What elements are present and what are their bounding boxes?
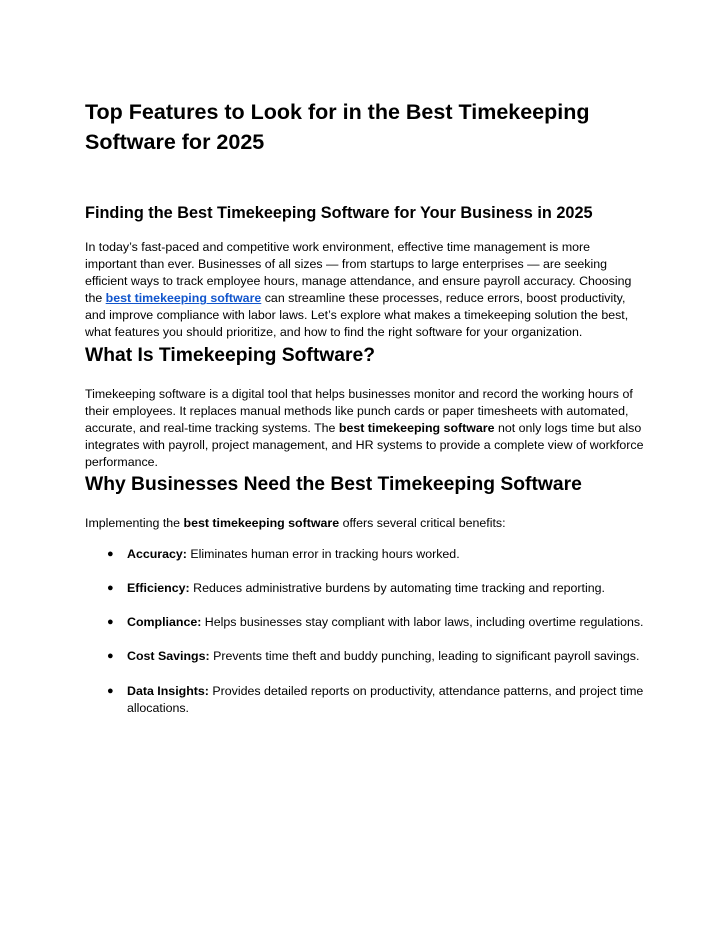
bullet-icon: ● (107, 684, 114, 697)
document-content (85, 97, 645, 734)
benefit-item-accuracy (85, 546, 645, 563)
benefit-item-compliance (85, 614, 645, 631)
benefit-label: Compliance: (127, 615, 202, 630)
benefit-text: Helps businesses stay compliant with labor laws, including overtime regulations. (201, 615, 644, 630)
bullet-icon: ● (107, 650, 114, 663)
what-is-bold-phrase: best timekeeping software (338, 420, 495, 435)
why-lead-end: offers several critical benefits: (339, 516, 506, 531)
benefit-text: Reduces administrative burdens by automating time tracking and reporting. (189, 581, 605, 596)
intro-text-end: can streamline these processes, reduce errors, boost productivity, and improve compliance with labor laws. Let’s explore what makes a timekeeping solution the best, what features you should prioritize, and how to find the right software for your organization. (85, 291, 629, 340)
why-lead-bold-phrase: best timekeeping software (183, 516, 340, 531)
best-timekeeping-software-link[interactable]: best timekeeping software (105, 291, 262, 306)
benefit-text: Provides detailed reports on productivity, attendance patterns, and project time allocations. (127, 683, 644, 715)
what-is-text-start: Timekeeping software is a digital tool that helps businesses monitor and record the working hours of their employees. It replaces manual methods like punch cards or paper timesheets with automated, accurate, and real-time tracking systems. The (85, 386, 633, 435)
benefit-text: Eliminates human error in tracking hours worked. (186, 547, 460, 562)
document-title: Top Features to Look for in the Best Timekeeping Software for 2025 (85, 100, 590, 154)
benefit-label: Data Insights: (127, 683, 209, 698)
benefit-label: Cost Savings: (127, 649, 210, 664)
benefit-item-cost-savings (85, 648, 645, 665)
bullet-icon: ● (107, 548, 114, 561)
benefit-item-data-insights (85, 683, 645, 717)
intro-text-start: In today’s fast-paced and competitive work environment, effective time management is more important than ever. Businesses of all sizes — from startups to large enterprises — are seeking efficient ways to track employee hours, manage attendance, and ensure payroll accuracy. Choosing the (85, 240, 632, 306)
benefits-list (85, 546, 645, 717)
benefit-label: Efficiency: (127, 581, 190, 596)
benefit-item-efficiency (85, 580, 645, 597)
bullet-icon: ● (107, 616, 114, 629)
benefit-text: Prevents time theft and buddy punching, leading to significant payroll savings. (209, 649, 640, 664)
bullet-icon: ● (107, 582, 114, 595)
why-lead-start: Implementing the (85, 516, 184, 531)
section-heading-what-is: What Is Timekeeping Software? (85, 344, 375, 366)
section-heading-why: Why Businesses Need the Best Timekeeping Software (85, 474, 582, 496)
intro-paragraph (85, 239, 645, 342)
what-is-paragraph (85, 386, 645, 471)
document-subtitle: Finding the Best Timekeeping Software for Your Business in 2025 (85, 204, 593, 222)
benefit-label: Accuracy: (127, 547, 187, 562)
why-lead-paragraph (85, 515, 645, 532)
what-is-text-end: not only logs time but also integrates with payroll, project management, and HR systems to provide a complete view of workforce performance. (85, 420, 644, 469)
